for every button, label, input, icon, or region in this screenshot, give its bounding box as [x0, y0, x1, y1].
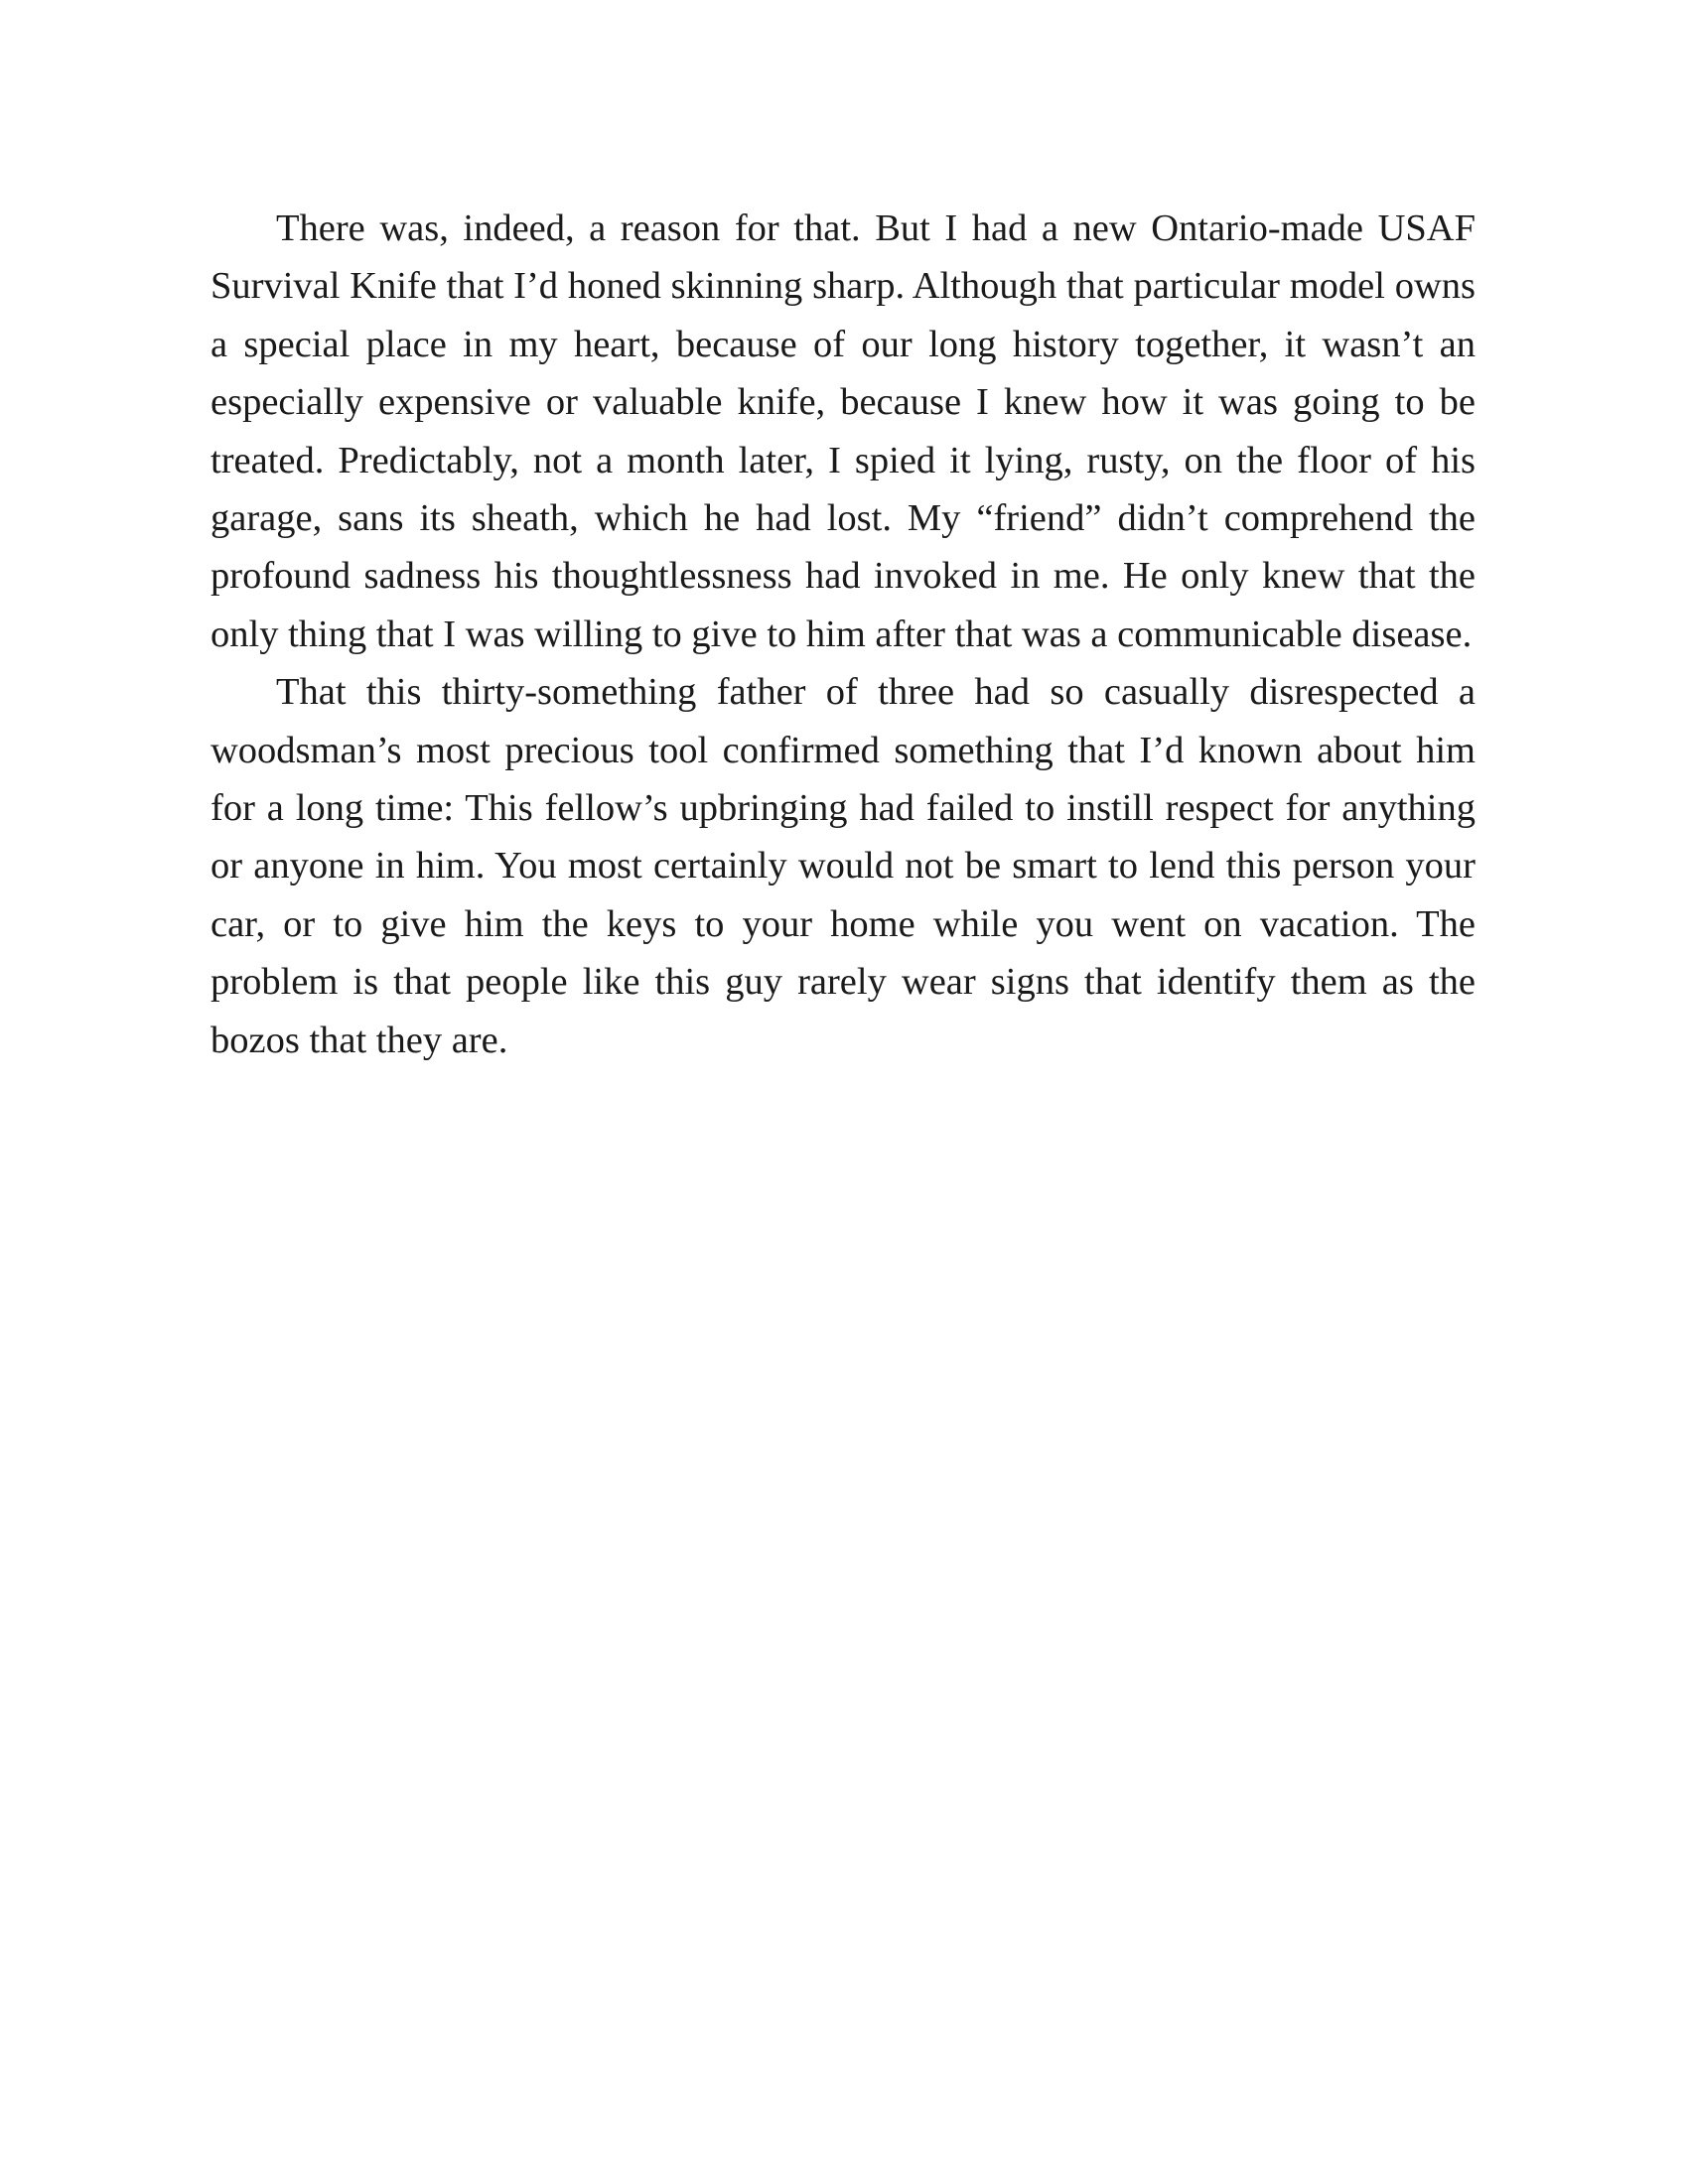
paragraph-2: That this thirty-something father of three had so casually disrespected a woodsman’s most precious tool confirmed something that I’d known about him for a long time: This fellow’s upbringing had failed to instill respect for anything or anyone in him. You most certainly would not be smart to lend this person your car, or to give him the keys to your home while you went on vacation. The problem is that people like this guy rarely wear signs that identify them as the bozos that they are.: [211, 671, 1476, 1061]
body-text: [211, 200, 1476, 1069]
paragraph-1: There was, indeed, a reason for that. But I had a new Ontario-made USAF Survival Knife that I’d honed skinning sharp. Although that particular model owns a special place in my heart, because of our long history together, it wasn’t an especially expensive or valuable knife, because I knew how it was going to be treated. Predictably, not a month later, I spied it lying, rusty, on the floor of his garage, sans its sheath, which he had lost. My “friend” didn’t comprehend the profound sadness his thoughtlessness had invoked in me. He only knew that the only thing that I was willing to give to him after that was a communicable disease.: [211, 207, 1476, 655]
